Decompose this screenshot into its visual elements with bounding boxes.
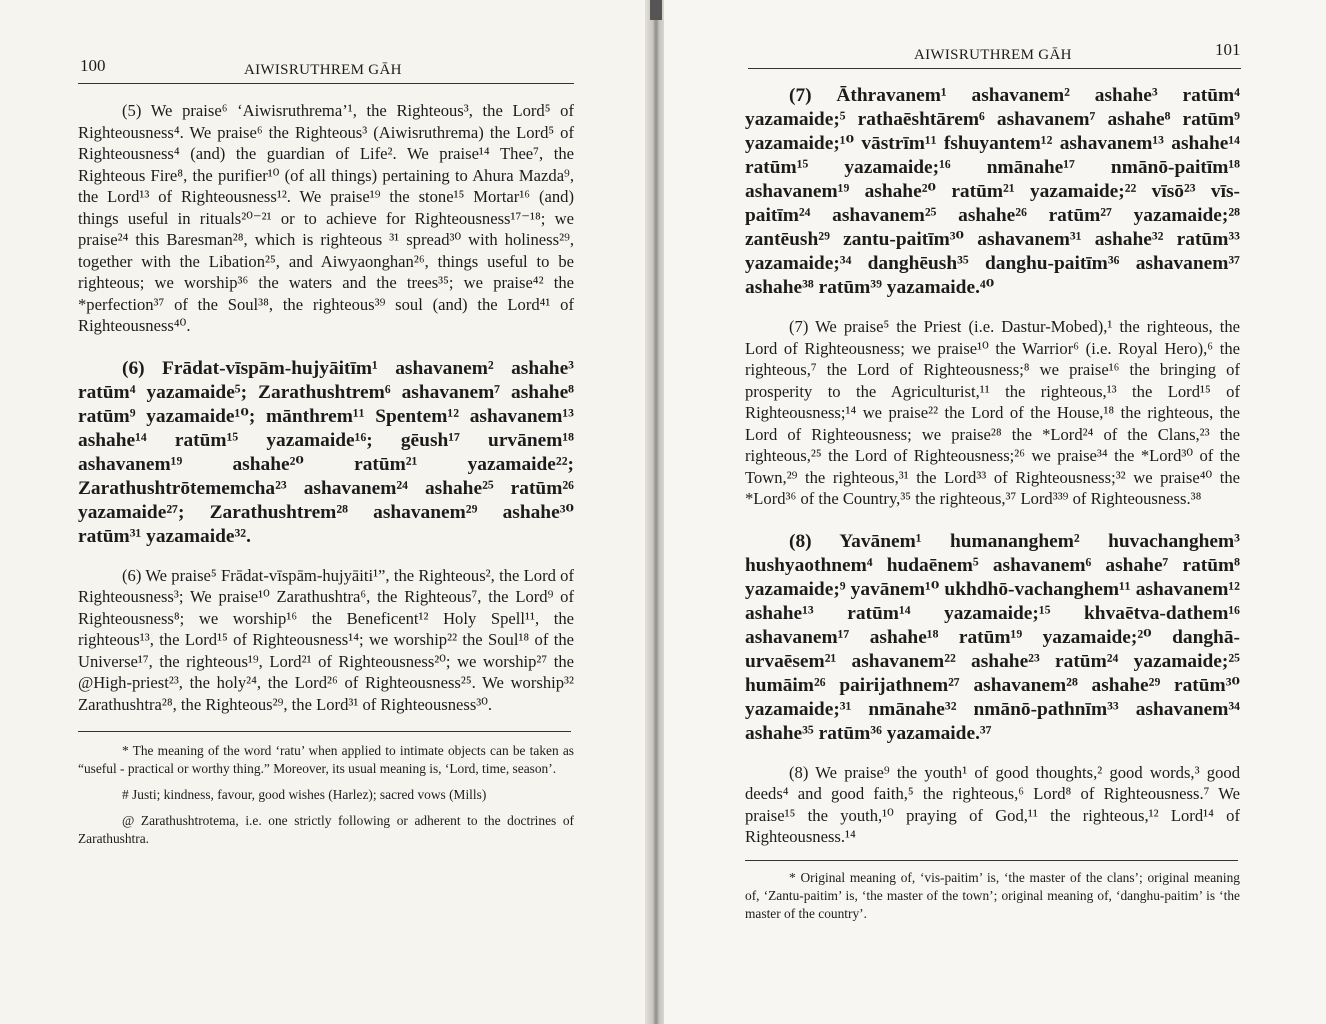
footnote: * The meaning of the word ‘ratu’ when applied to intimate objects can be taken as “useful - practical or worthy thing.” Moreover, its usual meaning is, ‘Lord, time, season’. — [78, 743, 574, 776]
page-number: 100 — [80, 56, 106, 75]
footnote: @ Zarathushtrotema, i.e. one strictly following or adherent to the doctrines of Zarathushtra. — [78, 813, 574, 846]
footnote-rule — [745, 860, 1238, 861]
paragraph-8-translation: (8) We praise⁹ the youth¹ of good thoughts,² good words,³ good deeds⁴ and good faith,⁵ the righteous,⁶ Lord⁸ of Righteousness.⁷ We praise¹⁵ the youth,¹⁰ praying of God,¹¹ the righteous,¹² Lord¹⁴ of Righteousness.¹⁴ — [745, 762, 1240, 846]
paragraph-5-translation: (5) We praise⁶ ‘Aiwisruthrema’¹, the Righteous³, the Lord⁵ of Righteousness⁴. We praise⁶ the Righteous³ (Aiwisruthrema) the Lord⁵ of Righteousness⁴ (and) the guardian of Life². We praise¹⁴ Thee⁷, the Righteous Fire⁸, the purifier¹⁰ (of all things) pertaining to Ahura Mazda⁹, the Lord¹³ of Righteousness¹². We praise¹⁹ the stone¹⁵ Mortar¹⁶ (and) things useful in rituals²⁰⁻²¹ or to achieve for Righteousness¹⁷⁻¹⁸; we praise²⁴ this Baresman²⁸, which is righteous ³¹ spread³⁰ with holiness²⁹, together with the Libation²⁵, and Aiwyaonghan²⁶, things useful to be righteous; we worship³⁶ the waters and the trees³⁵; we praise⁴² the *perfection³⁷ of the Soul³⁸, the righteous³⁹ soul (and) the Lord⁴¹ of Righteousness⁴⁰. — [78, 101, 574, 335]
header-rule — [748, 68, 1241, 69]
page-body — [78, 100, 574, 856]
right-page — [664, 0, 1326, 1024]
running-head: AIWISRUTHREM GĀH — [914, 47, 1072, 63]
footnote: * Original meaning of, ‘vis-paitim’ is, ‘the master of the clans’; original meaning of, ‘Zantu-paitim’ is, ‘the master of the town’; original meaning of, ‘danghu-paitim’ is ‘the master of the country’. — [745, 869, 1240, 921]
footnote-rule — [78, 731, 571, 732]
footnote: # Justi; kindness, favour, good wishes (Harlez); sacred vows (Mills) — [122, 787, 487, 802]
paragraph-6-translation: (6) We praise⁵ Frādat-vīspām-hujyāiti¹”, the Righteous², the Lord of Righteousness³; We praise¹⁰ Zarathushtra⁶, the Righteous⁷, the Lord⁹ of Righteousness⁸; we worship¹⁶ the Beneficent¹² Holy Spell¹¹, the righteous¹³, the Lord¹⁵ of Righteousness¹⁴; we worship²² the Soul¹⁸ of the Universe¹⁷, the righteous¹⁹, Lord²¹ of Righteousness²⁰; we worship²⁷ the @High-priest²³, the holy²⁴, the Lord²⁶ of Righteousness²⁵. We worship³² Zarathushtra²⁸, the Righteous²⁹, the Lord³¹ of Righteousness³⁰. — [78, 565, 574, 714]
header-rule — [78, 83, 574, 84]
paragraph-7-translation: (7) We praise⁵ the Priest (i.e. Dastur-Mobed),¹ the righteous, the Lord of Righteousness; we praise¹⁰ the Warrior⁶ (i.e. Royal Hero),⁶ the righteous,⁷ the Lord of Righteousness;⁸ we praise¹⁶ the bringing of prosperity to the Agriculturist,¹¹ the righteous,¹³ the Lord¹⁵ of Righteousness;¹⁴ we praise²² the Lord of the House,¹⁸ the righteous, the Lord of Righteousness; we praise²⁸ the *Lord²⁴ of the Clans,²³ the righteous,²⁵ the Lord of Righteousness;²⁶ we praise³⁴ the *Lord³⁰ of the Town,²⁹ the righteous,³¹ the Lord³³ of Righteousness;³² we praise⁴⁰ the *Lord³⁶ of the Country,³⁵ the righteous,³⁷ Lord³³⁹ of Righteousness.³⁸ — [745, 317, 1240, 508]
paragraph-7-avesta: (7) Āthravanem¹ ashavanem² ashahe³ ratūm⁴ yazamaide;⁵ rathaēshtārem⁶ ashavanem⁷ ashahe⁸ ratūm⁹ yazamaide;¹⁰ vāstrīm¹¹ fshuyantem¹² ashavanem¹³ ashahe¹⁴ ratūm¹⁵ yazamaide;¹⁶ nmānahe¹⁷ nmānō-paitīm¹⁸ ashavanem¹⁹ ashahe²⁰ ratūm²¹ yazamaide;²² vīsō²³ vīs-paitīm²⁴ ashavanem²⁵ ashahe²⁶ ratūm²⁷ yazamaide;²⁸ zantēush²⁹ zantu-paitīm³⁰ ashavanem³¹ ashahe³² ratūm³³ yazamaide;³⁴ danghēush³⁵ danghu-paitīm³⁶ ashavanem³⁷ ashahe³⁸ ratūm³⁹ yazamaide.⁴⁰ — [745, 85, 1240, 298]
binding-shadow — [650, 0, 662, 20]
page-body — [745, 84, 1240, 931]
paragraph-6-avesta: (6) Frādat-vīspām-hujyāitīm¹ ashavanem² ashahe³ ratūm⁴ yazamaide⁵; Zarathushtrem⁶ ashavanem⁷ ashahe⁸ ratūm⁹ yazamaide¹⁰; mānthrem¹¹ Spentem¹² ashavanem¹³ ashahe¹⁴ ratūm¹⁵ yazamaide¹⁶; gēush¹⁷ urvānem¹⁸ ashavanem¹⁹ ashahe²⁰ ratūm²¹ yazamaide²²; Zarathushtrōtememcha²³ ashavanem²⁴ ashahe²⁵ ratūm²⁶ yazamaide²⁷; Zarathushtrem²⁸ ashavanem²⁹ ashahe³⁰ ratūm³¹ yazamaide³². — [78, 357, 574, 547]
left-page — [0, 0, 648, 1024]
page-number: 101 — [1215, 40, 1241, 59]
running-head: AIWISRUTHREM GĀH — [244, 62, 402, 78]
paragraph-8-avesta: (8) Yavānem¹ humananghem² huvachanghem³ hushyaothnem⁴ hudaēnem⁵ ashavanem⁶ ashahe⁷ ratūm⁸ yazamaide;⁹ yavānem¹⁰ ukhdhō-vachanghem¹¹ ashavanem¹² ashahe¹³ ratūm¹⁴ yazamaide;¹⁵ khvaētva-dathem¹⁶ ashavanem¹⁷ ashahe¹⁸ ratūm¹⁹ yazamaide;²⁰ danghā-urvaēsem²¹ ashavanem²² ashahe²³ ratūm²⁴ yazamaide;²⁵ humāim²⁶ pairijathnem²⁷ ashavanem²⁸ ashahe²⁹ ratūm³⁰ yazamaide;³¹ nmānahe³² nmānō-pathnīm³³ ashavanem³⁴ ashahe³⁵ ratūm³⁶ yazamaide.³⁷ — [745, 530, 1240, 744]
